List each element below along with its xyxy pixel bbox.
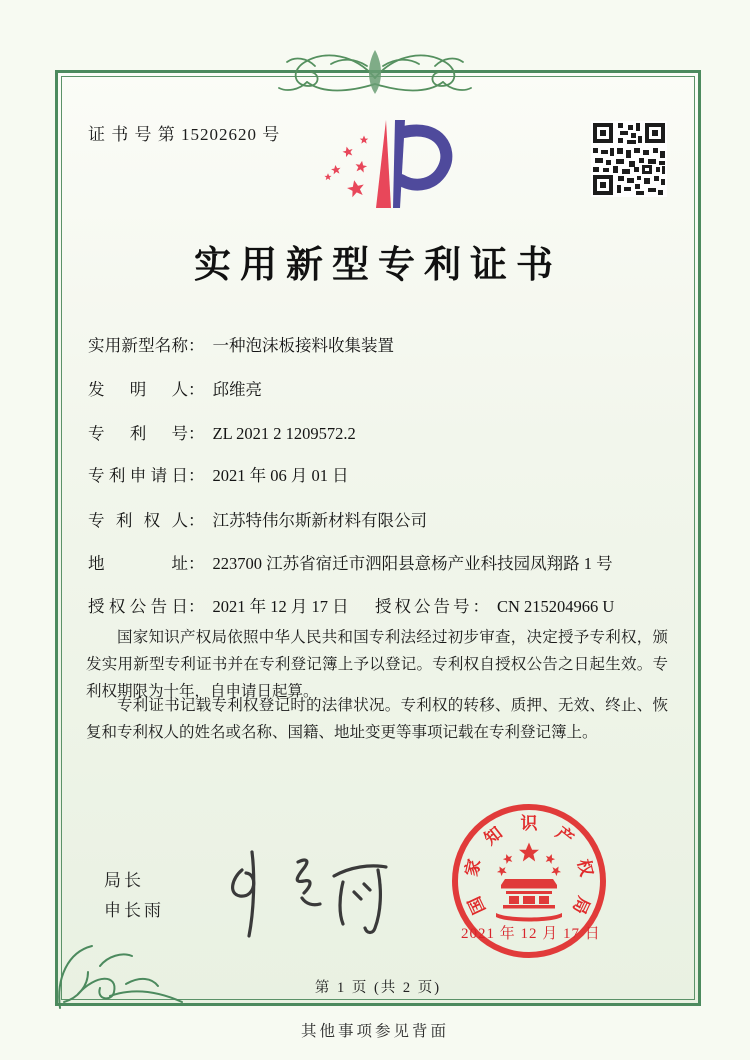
seal-char: 局 [568, 893, 594, 918]
seal-char: 家 [461, 857, 485, 879]
director-signature [212, 840, 392, 940]
logo-stars-icon [324, 136, 368, 198]
field-label: 专利申请日 [88, 466, 188, 485]
legal-paragraph-1: 国家知识产权局依照中华人民共和国专利法经过初步审查，决定授予专利权，颁发实用新型专利证书并在专利登记簿上予以登记。专利权自授权公告之日起生效。专利权期限为十年，自申请日起算。 [86, 629, 668, 700]
seal-char: 权 [573, 857, 597, 879]
field-row-inventor [88, 376, 262, 400]
national-emblem-icon [495, 843, 563, 922]
field-row-patent-name [88, 332, 394, 356]
certificate-number: 证 书 号 第 15202620 号 [88, 125, 281, 144]
logo-red-spike [376, 120, 391, 208]
field-colon: ： [188, 597, 205, 616]
page-number: 第 1 页 (共 2 页) [314, 980, 442, 996]
certificate-title: 实用新型专利证书 [194, 245, 562, 286]
signer-name: 申长雨 [104, 901, 164, 920]
field-colon: ： [188, 424, 205, 443]
field-value: ZL 2021 2 1209572.2 [212, 424, 356, 443]
field-row-patentee [88, 507, 427, 531]
seal-char: 知 [480, 823, 506, 849]
qr-code [591, 121, 667, 197]
cnipa-logo [298, 110, 463, 216]
field-row-filing-date [88, 462, 349, 486]
field-value: 江苏特伟尔斯新材料有限公司 [212, 511, 427, 530]
legal-paragraph-2: 专利证书记载专利权登记时的法律状况。专利权的转移、质押、无效、终止、恢复和专利权人的姓名或名称、国籍、地址变更等事项记载在专利登记簿上。 [86, 697, 668, 741]
field-label: 发明人 [88, 380, 188, 399]
field-label: 地址 [88, 554, 188, 573]
field-colon: ： [188, 380, 205, 399]
field-label: 授权公告号 [375, 597, 473, 616]
field-colon: ： [188, 466, 205, 485]
logo-p-bowl [401, 131, 446, 185]
field-value: 2021 年 12 月 17 日 [212, 597, 349, 616]
field-value: 一种泡沫板接料收集装置 [212, 336, 394, 355]
field-label: 专利权人 [88, 511, 188, 530]
field-row-patent-no [88, 420, 356, 444]
field-colon: ： [188, 511, 205, 530]
back-note: 其他事项参见背面 [300, 1023, 449, 1040]
field-label: 实用新型名称 [88, 336, 188, 355]
field-value: 223700 江苏省宿迁市泗阳县意杨产业科技园凤翔路 1 号 [212, 554, 613, 573]
field-colon: ： [472, 597, 489, 616]
seal-char: 国 [464, 893, 490, 918]
field-value: CN 215204966 U [497, 597, 615, 616]
field-row-address [88, 550, 613, 574]
field-row-grant-date [88, 593, 615, 617]
signer-block [104, 866, 164, 926]
field-pair-grant-no [375, 593, 614, 617]
field-label: 专利号 [88, 424, 188, 443]
field-label: 授权公告日 [88, 597, 188, 616]
seal-char: 识 [520, 814, 538, 833]
field-value: 2021 年 06 月 01 日 [212, 466, 349, 485]
seal-char: 产 [552, 823, 578, 849]
signer-title: 局长 [104, 871, 144, 890]
field-value: 邱维亮 [212, 380, 262, 399]
seal-date: 2021 年 12 月 17 日 [461, 926, 601, 942]
field-colon: ： [188, 554, 205, 573]
field-colon: ： [188, 336, 205, 355]
